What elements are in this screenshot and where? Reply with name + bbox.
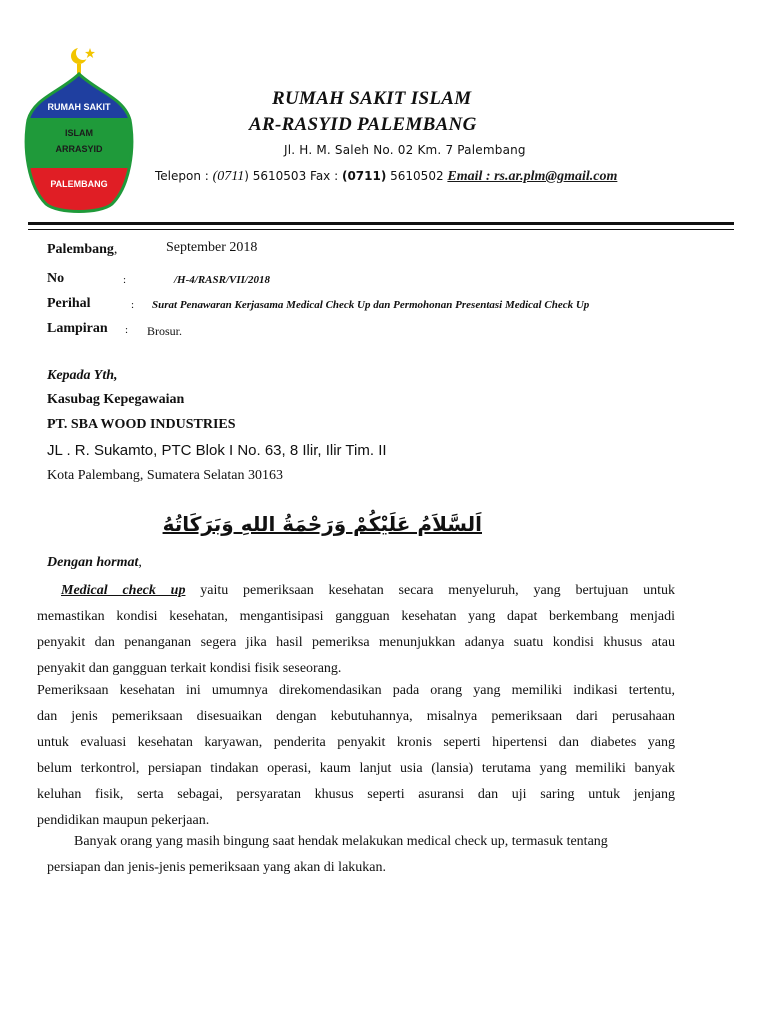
telepon-number: ) 5610503 Fax : [244, 169, 342, 183]
paragraph-2-line: untuk evaluasi kesehatan karyawan, penderita penyakit kronis seperti hipertensi dan diabetes yang [37, 735, 675, 750]
hospital-name-line-1: RUMAH SAKIT ISLAM [272, 88, 472, 109]
paragraph-3-line: persiapan dan jenis-jenis pemeriksaan yang akan di lakukan. [47, 860, 386, 875]
paragraph-2-line: dan jenis pemeriksaan disesuaikan dengan kebutuhannya, misalnya pemeriksaan dari perusahaan [37, 709, 675, 724]
fax-area-code: (0711) [341, 169, 387, 183]
no-label: No [47, 271, 65, 286]
medical-check-up-term: Medical check up [61, 583, 186, 598]
hospital-logo [20, 44, 138, 216]
no-value: /H-4/RASR/VII/2018 [174, 274, 270, 286]
recipient-position: Kasubag Kepegawaian [47, 392, 185, 407]
telepon-label: Telepon : [155, 169, 213, 183]
letter-city: Palembang, [47, 242, 118, 257]
paragraph-2 [37, 678, 675, 834]
hospital-contact [155, 169, 617, 185]
logo-middle-text-1: ISLAM [65, 128, 93, 138]
paragraph-2-line: Pemeriksaan kesehatan ini umumnya direkomendasikan pada orang yang memiliki indikasi tertentu, [37, 683, 675, 698]
paragraph-3 [47, 829, 687, 881]
header-rule-thick [28, 222, 734, 225]
recipient-city: Kota Palembang, Sumatera Selatan 30163 [47, 468, 283, 483]
perihal-value: Surat Penawaran Kerjasama Medical Check Up dan Permohonan Presentasi Medical Check Up [152, 299, 590, 311]
paragraph-1-line: Medical check up yaitu pemeriksaan kesehatan secara menyeluruh, yang bertujuan untuk [61, 583, 675, 598]
perihal-label: Perihal [47, 296, 91, 311]
kepada-yth: Kepada Yth, [47, 368, 118, 383]
perihal-separator: : [131, 299, 135, 311]
paragraph-1-line: memastikan kondisi kesehatan, mengantisipasi gangguan kesehatan yang dapat berkembang menjadi [37, 609, 675, 624]
paragraph-1-line: penyakit dan penanganan segera jika hasil pemeriksa menunjukkan adanya suatu kondisi khusus atau [37, 635, 675, 650]
header-rule-thin [28, 229, 734, 230]
fax-number: 5610502 [386, 169, 448, 183]
hospital-name-line-2: AR-RASYID PALEMBANG [249, 114, 477, 135]
paragraph-2-line: keluhan fisik, serta sebagai, persyaratan khusus seperti asuransi dan uji saring untuk jenjang [37, 787, 675, 802]
no-separator: : [123, 274, 127, 286]
logo-middle-text-2: ARRASYID [55, 144, 103, 154]
email-link[interactable]: Email : rs.ar.plm@gmail.com [447, 169, 618, 184]
paragraph-1-line: penyakit dan gangguan terkait kondisi fisik seseorang. [37, 661, 342, 676]
hospital-address: Jl. H. M. Saleh No. 02 Km. 7 Palembang [284, 143, 526, 157]
recipient-company: PT. SBA WOOD INDUSTRIES [47, 417, 236, 432]
paragraph-1 [37, 578, 675, 682]
crescent-star-icon [71, 46, 95, 74]
paragraph-3-line: Banyak orang yang masih bingung saat hendak melakukan medical check up, termasuk tentang [74, 834, 608, 849]
telepon-area-code: (0711 [212, 169, 245, 184]
letter-date: September 2018 [166, 240, 258, 255]
lampiran-label: Lampiran [47, 321, 108, 336]
arabic-greeting: اَلسَّلاَمُ عَلَيْكُمْ وَرَحْمَةُ اللهِ وَبَرَكَاتُهُ [162, 512, 482, 536]
logo-top-text: RUMAH SAKIT [47, 102, 111, 112]
logo-bottom-text: PALEMBANG [50, 179, 108, 189]
salutation: Dengan hormat, [47, 555, 142, 570]
lampiran-value: Brosur. [147, 324, 183, 338]
paragraph-2-line: pendidikan maupun pekerjaan. [37, 813, 210, 828]
lampiran-separator: : [125, 324, 129, 336]
recipient-street: JL . R. Sukamto, PTC Blok I No. 63, 8 Ilir, Ilir Tim. II [47, 442, 387, 459]
paragraph-2-line: belum terkontrol, persiapan tindakan operasi, kaum lanjut usia (lansia) terutama yang memiliki banyak [37, 761, 675, 776]
